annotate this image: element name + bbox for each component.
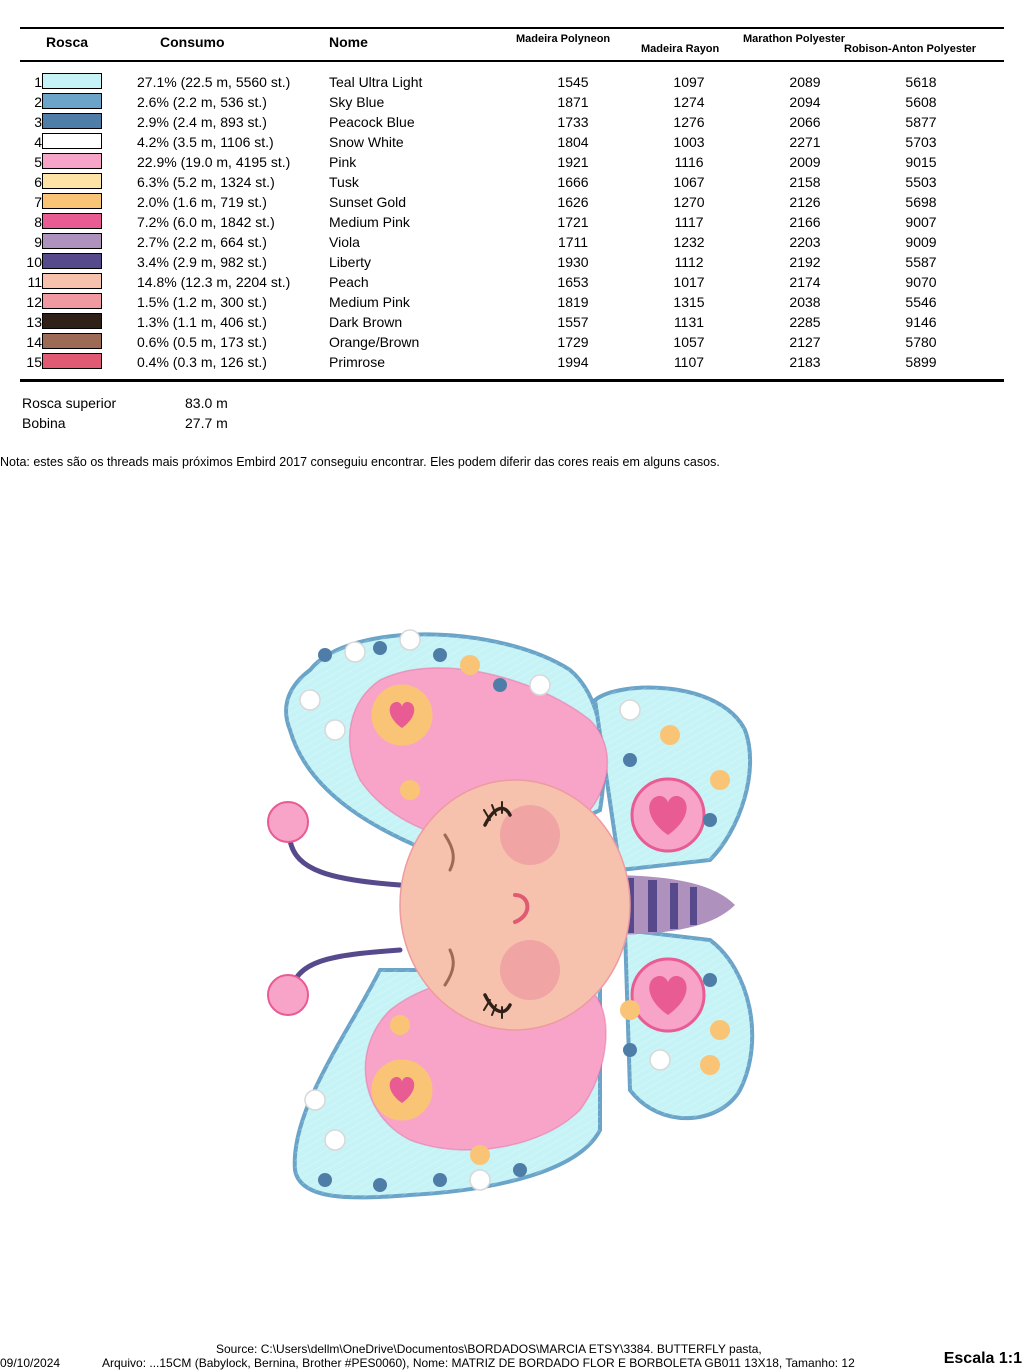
wing-dot <box>650 1050 670 1070</box>
madeira-polyneon-code: 1921 <box>557 154 589 170</box>
madeira-rayon-code: 1276 <box>673 114 705 130</box>
thread-number: 14 <box>26 334 42 350</box>
madeira-rayon-code: 1232 <box>673 234 705 250</box>
thread-nome: Peacock Blue <box>329 114 415 130</box>
butterfly-embroidery-image <box>240 610 800 1220</box>
thread-color-swatch <box>42 233 102 249</box>
thread-color-swatch <box>42 93 102 109</box>
disclaimer-note: Nota: estes são os threads mais próximos Embird 2017 conseguiu encontrar. Eles podem diferir das cores reais em alguns casos. <box>0 455 720 469</box>
footer-source: Source: C:\Users\dellm\OneDrive\Documentos\BORDADOS\MARCIA ETSY\3384. BUTTERFLY pasta, <box>216 1342 762 1356</box>
robison-anton-code: 5698 <box>905 194 937 210</box>
madeira-polyneon-code: 1721 <box>557 214 589 230</box>
rosca-superior-label: Rosca superior <box>22 395 117 411</box>
thread-color-swatch <box>42 173 102 189</box>
wing-dot <box>710 770 730 790</box>
wing-dot <box>373 641 387 655</box>
header-madeira-rayon: Madeira Rayon <box>641 43 720 55</box>
wing-dot <box>620 700 640 720</box>
thread-row <box>0 252 1024 272</box>
thread-consumo: 0.4% (0.3 m, 126 st.) <box>137 354 267 370</box>
thread-number: 8 <box>34 214 42 230</box>
wing-dot <box>300 690 320 710</box>
madeira-polyneon-code: 1557 <box>557 314 589 330</box>
madeira-rayon-code: 1107 <box>673 354 705 370</box>
wing-dot <box>703 973 717 987</box>
wing-dot <box>390 1015 410 1035</box>
marathon-polyester-code: 2183 <box>789 354 821 370</box>
thread-nome: Teal Ultra Light <box>329 74 423 90</box>
madeira-rayon-code: 1097 <box>673 74 705 90</box>
madeira-rayon-code: 1112 <box>674 254 704 270</box>
madeira-rayon-code: 1067 <box>673 174 705 190</box>
wing-dot <box>700 1055 720 1075</box>
thread-number: 13 <box>26 314 42 330</box>
robison-anton-code: 5546 <box>905 294 937 310</box>
wing-dot <box>433 648 447 662</box>
wing-dot <box>470 1170 490 1190</box>
thread-row <box>0 232 1024 252</box>
thread-row <box>0 172 1024 192</box>
madeira-polyneon-code: 1666 <box>557 174 589 190</box>
marathon-polyester-code: 2166 <box>789 214 821 230</box>
madeira-rayon-code: 1057 <box>673 334 705 350</box>
bobina-value: 27.7 m <box>185 415 228 431</box>
robison-anton-code: 5780 <box>905 334 937 350</box>
robison-anton-code: 9146 <box>905 314 937 330</box>
robison-anton-code: 9007 <box>905 214 937 230</box>
thread-consumo: 1.5% (1.2 m, 300 st.) <box>137 294 267 310</box>
rosca-superior-value: 83.0 m <box>185 395 228 411</box>
wing-dot <box>530 675 550 695</box>
wing-dot <box>305 1090 325 1110</box>
marathon-polyester-code: 2158 <box>789 174 821 190</box>
thread-row <box>0 312 1024 332</box>
thread-row <box>0 292 1024 312</box>
wing-dot <box>660 725 680 745</box>
marathon-polyester-code: 2094 <box>789 94 821 110</box>
wing-dot <box>325 720 345 740</box>
thread-consumo: 14.8% (12.3 m, 2204 st.) <box>137 274 291 290</box>
thread-nome: Medium Pink <box>329 294 410 310</box>
table-top-rule <box>20 27 1004 29</box>
marathon-polyester-code: 2192 <box>789 254 821 270</box>
thread-consumo: 6.3% (5.2 m, 1324 st.) <box>137 174 275 190</box>
marathon-polyester-code: 2203 <box>789 234 821 250</box>
thread-nome: Orange/Brown <box>329 334 420 350</box>
robison-anton-code: 5899 <box>905 354 937 370</box>
thread-row <box>0 352 1024 372</box>
cheek-bottom <box>500 940 560 1000</box>
thread-number: 9 <box>34 234 42 250</box>
wing-dot <box>345 642 365 662</box>
thread-number: 4 <box>34 134 42 150</box>
header-consumo: Consumo <box>160 34 225 50</box>
thread-number: 15 <box>26 354 42 370</box>
thread-number: 6 <box>34 174 42 190</box>
wing-dot <box>493 678 507 692</box>
wing-dot <box>470 1145 490 1165</box>
header-rosca: Rosca <box>46 34 89 50</box>
wing-dot <box>703 813 717 827</box>
thread-color-swatch <box>42 353 102 369</box>
thread-number: 11 <box>27 274 42 290</box>
thread-consumo: 3.4% (2.9 m, 982 st.) <box>137 254 267 270</box>
madeira-rayon-code: 1270 <box>673 194 705 210</box>
wing-dot <box>318 1173 332 1187</box>
marathon-polyester-code: 2009 <box>789 154 821 170</box>
footer-date: 09/10/2024 <box>0 1356 61 1370</box>
madeira-rayon-code: 1017 <box>673 274 705 290</box>
robison-anton-code: 5587 <box>905 254 937 270</box>
thread-color-swatch <box>42 193 102 209</box>
thread-number: 5 <box>34 154 42 170</box>
thread-row <box>0 212 1024 232</box>
madeira-rayon-code: 1116 <box>674 154 704 170</box>
thread-number: 3 <box>34 114 42 130</box>
thread-consumo: 2.6% (2.2 m, 536 st.) <box>137 94 267 110</box>
madeira-polyneon-code: 1871 <box>557 94 589 110</box>
thread-color-swatch <box>42 313 102 329</box>
robison-anton-code: 5877 <box>905 114 937 130</box>
header-madeira-polyneon: Madeira Polyneon <box>516 33 611 45</box>
table-bottom-rule <box>20 379 1004 382</box>
thread-nome: Viola <box>329 234 360 250</box>
madeira-polyneon-code: 1729 <box>557 334 589 350</box>
madeira-polyneon-code: 1653 <box>557 274 589 290</box>
madeira-polyneon-code: 1819 <box>557 294 589 310</box>
thread-color-swatch <box>42 113 102 129</box>
marathon-polyester-code: 2285 <box>789 314 821 330</box>
thread-table <box>0 72 1024 372</box>
thread-color-swatch <box>42 73 102 89</box>
robison-anton-code: 9070 <box>905 274 937 290</box>
wing-dot <box>373 1178 387 1192</box>
madeira-polyneon-code: 1930 <box>557 254 589 270</box>
madeira-rayon-code: 1274 <box>673 94 705 110</box>
thread-nome: Medium Pink <box>329 214 410 230</box>
thread-consumo: 7.2% (6.0 m, 1842 st.) <box>137 214 275 230</box>
thread-nome: Liberty <box>329 254 372 270</box>
header-bottom-rule <box>20 60 1004 62</box>
bobina-label: Bobina <box>22 415 66 431</box>
thread-nome: Tusk <box>329 174 359 190</box>
wing-dot <box>400 780 420 800</box>
thread-row <box>0 152 1024 172</box>
thread-consumo: 27.1% (22.5 m, 5560 st.) <box>137 74 291 90</box>
wing-dot <box>460 655 480 675</box>
thread-row <box>0 272 1024 292</box>
thread-consumo: 4.2% (3.5 m, 1106 st.) <box>137 134 274 150</box>
marathon-polyester-code: 2038 <box>789 294 821 310</box>
marathon-polyester-code: 2271 <box>789 134 821 150</box>
header-nome: Nome <box>329 34 368 50</box>
thread-color-swatch <box>42 133 102 149</box>
thread-nome: Sky Blue <box>329 94 385 110</box>
wing-dot <box>710 1020 730 1040</box>
thread-consumo: 2.9% (2.4 m, 893 st.) <box>137 114 267 130</box>
madeira-polyneon-code: 1733 <box>557 114 589 130</box>
robison-anton-code: 5503 <box>905 174 937 190</box>
thread-row <box>0 192 1024 212</box>
thread-color-swatch <box>42 293 102 309</box>
thread-nome: Snow White <box>329 134 404 150</box>
thread-nome: Peach <box>329 274 369 290</box>
robison-anton-code: 9015 <box>905 154 937 170</box>
header-robison-anton-polyester: Robison-Anton Polyester <box>844 43 977 55</box>
thread-color-swatch <box>42 273 102 289</box>
thread-consumo: 0.6% (0.5 m, 173 st.) <box>137 334 267 350</box>
thread-row <box>0 72 1024 92</box>
thread-number: 1 <box>34 74 42 90</box>
thread-nome: Dark Brown <box>329 314 403 330</box>
thread-number: 12 <box>26 294 42 310</box>
marathon-polyester-code: 2126 <box>789 194 821 210</box>
madeira-polyneon-code: 1545 <box>557 74 589 90</box>
thread-row <box>0 332 1024 352</box>
madeira-polyneon-code: 1711 <box>557 234 589 250</box>
madeira-rayon-code: 1003 <box>673 134 705 150</box>
thread-number: 10 <box>26 254 42 270</box>
robison-anton-code: 5608 <box>905 94 937 110</box>
thread-number: 7 <box>34 194 42 210</box>
wing-dot <box>400 630 420 650</box>
marathon-polyester-code: 2127 <box>789 334 821 350</box>
thread-row <box>0 112 1024 132</box>
thread-row <box>0 92 1024 112</box>
robison-anton-code: 9009 <box>905 234 937 250</box>
robison-anton-code: 5618 <box>905 74 937 90</box>
thread-nome: Primrose <box>329 354 386 370</box>
wing-dot <box>623 753 637 767</box>
footer-arquivo: Arquivo: ...15CM (Babylock, Bernina, Brother #PES0060), Nome: MATRIZ DE BORDADO FLOR E BORBOLETA GB011 13X18, Tamanho: 12 <box>102 1356 855 1370</box>
marathon-polyester-code: 2089 <box>789 74 821 90</box>
thread-consumo: 22.9% (19.0 m, 4195 st.) <box>137 154 291 170</box>
madeira-polyneon-code: 1994 <box>557 354 589 370</box>
madeira-rayon-code: 1117 <box>674 214 704 230</box>
thread-nome: Sunset Gold <box>329 194 407 210</box>
wing-dot <box>623 1043 637 1057</box>
wing-dot <box>513 1163 527 1177</box>
madeira-polyneon-code: 1804 <box>557 134 589 150</box>
marathon-polyester-code: 2066 <box>789 114 821 130</box>
thread-color-swatch <box>42 333 102 349</box>
wing-dot <box>325 1130 345 1150</box>
thread-nome: Pink <box>329 154 357 170</box>
madeira-rayon-code: 1131 <box>673 314 705 330</box>
marathon-polyester-code: 2174 <box>789 274 821 290</box>
wing-dot <box>620 1000 640 1020</box>
wing-dot <box>318 648 332 662</box>
robison-anton-code: 5703 <box>905 134 937 150</box>
thread-consumo: 1.3% (1.1 m, 406 st.) <box>137 314 267 330</box>
thread-color-swatch <box>42 213 102 229</box>
scale-label: Escala 1:1 <box>943 1350 1022 1367</box>
header-marathon-polyester: Marathon Polyester <box>743 33 846 45</box>
wing-dot <box>433 1173 447 1187</box>
thread-consumo: 2.7% (2.2 m, 664 st.) <box>137 234 267 250</box>
thread-number: 2 <box>34 94 42 110</box>
thread-consumo: 2.0% (1.6 m, 719 st.) <box>137 194 267 210</box>
thread-row <box>0 132 1024 152</box>
madeira-rayon-code: 1315 <box>673 294 705 310</box>
thread-color-swatch <box>42 253 102 269</box>
madeira-polyneon-code: 1626 <box>557 194 589 210</box>
thread-color-swatch <box>42 153 102 169</box>
